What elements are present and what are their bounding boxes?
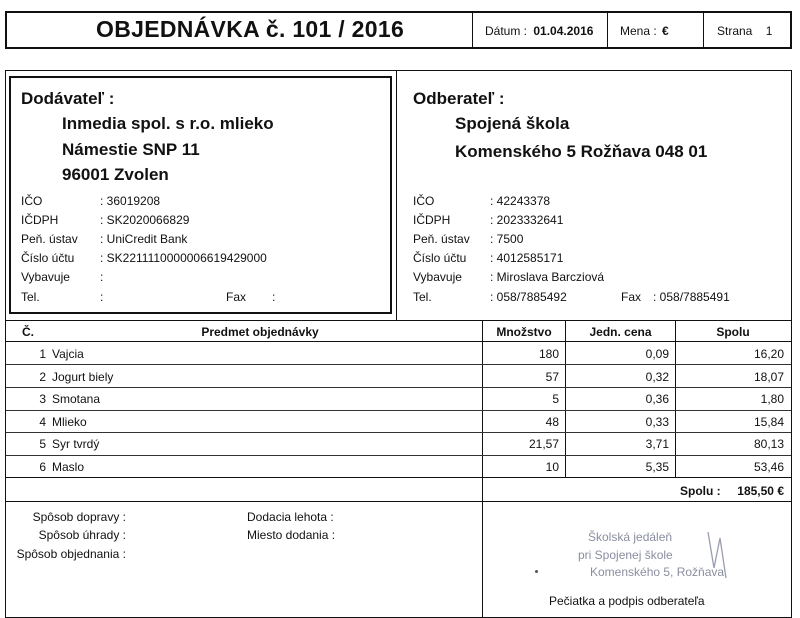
- date-label: Dátum :: [485, 24, 528, 38]
- header-divider: [472, 12, 473, 48]
- customer-icdph-label: IČDPH: [413, 213, 451, 227]
- supplier-city: 96001 Zvolen: [62, 165, 169, 184]
- supplier-bank-label: Peň. ústav: [21, 232, 78, 246]
- sum-line: [6, 501, 791, 502]
- customer-ico-label: IČO: [413, 194, 435, 208]
- row-unit-price: 0,32: [645, 370, 669, 384]
- customer-contact-label: Vybavuje: [413, 270, 462, 284]
- transport-label: Spôsob dopravy :: [32, 510, 126, 524]
- row-no: 5: [39, 437, 46, 451]
- customer-bank-value: : 7500: [490, 232, 524, 246]
- table-bottom-line: [6, 477, 791, 478]
- row-no: 4: [39, 415, 46, 429]
- payment-label: Spôsob úhrady :: [38, 528, 126, 542]
- row-total: 18,07: [753, 370, 784, 384]
- row-unit-price: 0,33: [645, 415, 669, 429]
- header-divider: [607, 12, 608, 48]
- delivery-term-label: Dodacia lehota :: [247, 510, 334, 524]
- row-total: 53,46: [753, 460, 784, 474]
- customer-tel-label: Tel.: [413, 290, 432, 304]
- col-header-total: Spolu: [716, 325, 750, 339]
- row-line: [6, 455, 791, 456]
- row-qty: 180: [538, 347, 559, 361]
- supplier-icdph-label: IČDPH: [21, 213, 59, 227]
- supplier-tel-value: :: [100, 290, 104, 304]
- row-item: Syr tvrdý: [52, 437, 100, 451]
- currency-value: €: [662, 24, 669, 38]
- party-divider: [396, 71, 397, 321]
- row-qty: 21,57: [528, 437, 559, 451]
- row-qty: 57: [545, 370, 559, 384]
- supplier-heading: Dodávateľ :: [21, 89, 115, 108]
- supplier-fax-value: :: [272, 290, 276, 304]
- stamp-line-2: pri Spojenej škole: [578, 548, 673, 562]
- supplier-name: Inmedia spol. s r.o. mlieko: [62, 114, 274, 133]
- sum-value: 185,50 €: [737, 484, 784, 498]
- row-line: [6, 387, 791, 388]
- row-total: 80,13: [753, 437, 784, 451]
- stamp-dot-icon: [535, 570, 538, 573]
- signature-icon: [700, 528, 740, 588]
- row-no: 1: [39, 347, 46, 361]
- col-header-unit: Jedn. cena: [589, 325, 652, 339]
- supplier-tel-label: Tel.: [21, 290, 40, 304]
- page-number: 1: [765, 24, 773, 38]
- customer-account-value: : 4012585171: [490, 251, 564, 265]
- supplier-icdph-value: : SK2020066829: [100, 213, 190, 227]
- customer-street: Komenského 5 Rožňava 048 01: [455, 142, 708, 161]
- row-unit-price: 0,09: [645, 347, 669, 361]
- row-qty: 5: [552, 392, 559, 406]
- customer-contact-value: : Miroslava Barcziová: [490, 270, 605, 284]
- supplier-ico-label: IČO: [21, 194, 43, 208]
- row-qty: 48: [545, 415, 559, 429]
- currency-label: Mena :: [620, 24, 657, 38]
- row-unit-price: 5,35: [645, 460, 669, 474]
- customer-icdph-value: : 2023332641: [490, 213, 564, 227]
- order-method-label: Spôsob objednania :: [16, 547, 126, 561]
- row-unit-price: 3,71: [645, 437, 669, 451]
- row-total: 15,84: [753, 415, 784, 429]
- customer-ico-value: : 42243378: [490, 194, 551, 208]
- row-line: [6, 410, 791, 411]
- row-item: Vajcia: [52, 347, 84, 361]
- stamp-line-3: Komenského 5, Rožňava: [590, 565, 725, 579]
- supplier-street: Námestie SNP 11: [62, 140, 200, 159]
- row-unit-price: 0,36: [645, 392, 669, 406]
- row-qty: 10: [545, 460, 559, 474]
- supplier-account-label: Číslo účtu: [21, 251, 75, 265]
- row-no: 3: [39, 392, 46, 406]
- supplier-fax-label: Fax: [226, 290, 247, 304]
- col-header-item: Predmet objednávky: [201, 325, 319, 339]
- row-item: Jogurt biely: [52, 370, 114, 384]
- supplier-contact-value: :: [100, 270, 104, 284]
- row-line: [6, 364, 791, 365]
- page-title: OBJEDNÁVKA č. 101 / 2016: [96, 16, 405, 42]
- delivery-place-label: Miesto dodania :: [247, 528, 336, 542]
- supplier-bank-value: : UniCredit Bank: [100, 232, 188, 246]
- header-divider: [703, 12, 704, 48]
- stamp-line-1: Školská jedáleň: [588, 530, 673, 544]
- customer-tel-value: : 058/7885492: [490, 290, 567, 304]
- table-header-line: [6, 341, 791, 342]
- date-value: 01.04.2016: [533, 24, 594, 38]
- row-no: 6: [39, 460, 46, 474]
- customer-bank-label: Peň. ústav: [413, 232, 470, 246]
- footer-divider: [482, 478, 483, 617]
- row-no: 2: [39, 370, 46, 384]
- row-item: Smotana: [52, 392, 101, 406]
- customer-account-label: Číslo účtu: [413, 251, 467, 265]
- row-total: 16,20: [753, 347, 784, 361]
- customer-heading: Odberateľ :: [413, 89, 505, 108]
- col-header-qty: Množstvo: [496, 325, 552, 339]
- supplier-contact-label: Vybavuje: [21, 270, 70, 284]
- customer-fax-label: Fax: [621, 290, 642, 304]
- row-item: Mlieko: [52, 415, 87, 429]
- customer-name: Spojená škola: [455, 114, 570, 133]
- row-line: [6, 432, 791, 433]
- table-top-line: [6, 320, 791, 321]
- supplier-account-value: : SK2211110000006619429000: [100, 251, 267, 265]
- signature-label: Pečiatka a podpis odberateľa: [549, 594, 705, 608]
- sum-label: Spolu :: [680, 484, 721, 498]
- page-label: Strana: [717, 24, 753, 38]
- col-header-no: Č.: [22, 325, 34, 339]
- row-item: Maslo: [52, 460, 85, 474]
- supplier-ico-value: : 36019208: [100, 194, 161, 208]
- customer-fax-value: : 058/7885491: [653, 290, 730, 304]
- row-total: 1,80: [760, 392, 784, 406]
